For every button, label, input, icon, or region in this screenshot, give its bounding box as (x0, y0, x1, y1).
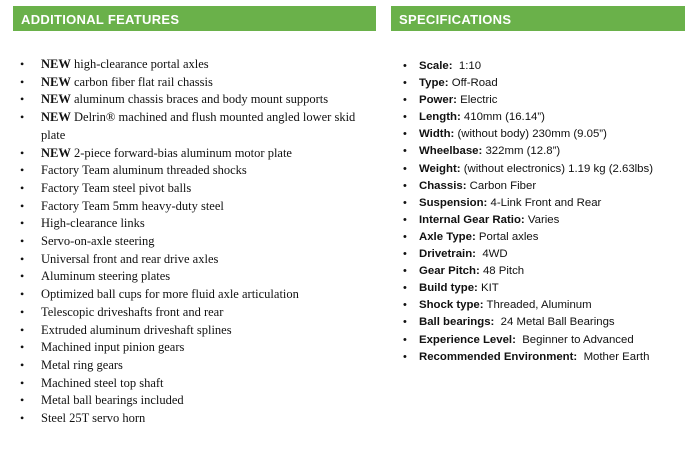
feature-item (13, 145, 376, 163)
feature-item (13, 180, 376, 198)
specifications-header: SPECIFICATIONS (391, 6, 685, 31)
bullet-icon: • (20, 322, 25, 337)
spec-value: 322mm (12.8”) (482, 145, 561, 158)
specifications-panel (391, 0, 685, 366)
bullet-icon: • (20, 375, 25, 390)
feature-item (13, 304, 376, 322)
bullet-icon: • (20, 145, 25, 160)
spec-value: (without electronics) 1.19 kg (2.63lbs) (460, 162, 654, 175)
spec-item (391, 161, 685, 178)
spec-item (391, 349, 685, 366)
feature-new-prefix: NEW (41, 145, 71, 160)
spec-item (391, 332, 685, 349)
bullet-icon: • (403, 350, 407, 363)
spec-label: Weight: (419, 162, 461, 175)
spec-item (391, 297, 685, 314)
features-list (13, 56, 376, 428)
spec-label: Experience Level: (419, 333, 516, 346)
bullet-icon: • (403, 248, 407, 261)
feature-text: High-clearance links (41, 216, 145, 231)
feature-text: Machined steel top shaft (41, 375, 164, 390)
spec-label: Internal Gear Ratio: (419, 213, 525, 226)
bullet-icon: • (20, 251, 25, 266)
spec-value: 1:10 (452, 60, 482, 72)
feature-item (13, 198, 376, 216)
feature-item (13, 357, 376, 375)
bullet-icon: • (20, 340, 25, 355)
feature-text: Factory Team 5mm heavy-duty steel (41, 198, 224, 213)
feature-item (13, 215, 376, 233)
spec-value: Threaded, Aluminum (483, 299, 592, 312)
bullet-icon: • (20, 287, 25, 302)
feature-item (13, 268, 376, 286)
spec-item (391, 314, 685, 331)
feature-text: carbon fiber flat rail chassis (70, 74, 213, 89)
bullet-icon: • (403, 316, 407, 329)
feature-text: Optimized ball cups for more fluid axle articulation (41, 287, 299, 302)
bullet-icon: • (403, 213, 407, 226)
spec-label: Power: (419, 94, 457, 107)
spec-value: (without body) 230mm (9.05”) (454, 128, 607, 141)
spec-value: Electric (456, 94, 498, 107)
feature-new-prefix: NEW (41, 92, 71, 107)
bullet-icon: • (403, 128, 407, 141)
spec-label: Wheelbase: (419, 145, 483, 158)
spec-value: Mother Earth (577, 350, 650, 363)
feature-text: Telescopic driveshafts front and rear (41, 304, 224, 319)
feature-item (13, 375, 376, 393)
spec-label: Shock type: (419, 299, 484, 312)
feature-new-prefix: NEW (41, 74, 71, 89)
spec-label: Gear Pitch: (419, 265, 480, 278)
feature-item (13, 109, 376, 144)
bullet-icon: • (20, 198, 25, 213)
feature-text: Metal ring gears (41, 357, 123, 372)
spec-item (391, 229, 685, 246)
spec-label: Scale: (419, 60, 453, 72)
feature-text: 2-piece forward-bias aluminum motor plate (70, 145, 292, 160)
feature-item (13, 162, 376, 180)
spec-label: Suspension: (419, 196, 488, 209)
spec-label: Width: (419, 128, 455, 141)
spec-label: Build type: (419, 282, 478, 295)
feature-text: Metal ball bearings included (41, 393, 184, 408)
feature-text: high-clearance portal axles (70, 57, 209, 71)
spec-item (391, 195, 685, 212)
feature-new-prefix: NEW (41, 110, 71, 125)
spec-item (391, 178, 685, 195)
spec-label: Type: (419, 77, 449, 90)
feature-text: Machined input pinion gears (41, 340, 185, 355)
bullet-icon: • (403, 230, 407, 243)
additional-features-panel (13, 0, 376, 428)
spec-value: Carbon Fiber (466, 179, 537, 192)
bullet-icon: • (20, 180, 25, 195)
feature-text: Servo-on-axle steering (41, 234, 155, 249)
feature-item (13, 251, 376, 269)
bullet-icon: • (20, 411, 25, 426)
feature-item (13, 410, 376, 428)
feature-text: Universal front and rear drive axles (41, 251, 219, 266)
bullet-icon: • (20, 216, 25, 231)
spec-value: 4-Link Front and Rear (487, 196, 602, 209)
feature-item (13, 392, 376, 410)
feature-text: Steel 25T servo horn (41, 411, 146, 426)
spec-label: Axle Type: (419, 230, 476, 243)
spec-item (391, 280, 685, 297)
bullet-icon: • (403, 265, 407, 278)
feature-text: Delrin® machined and flush mounted angled lower skid plate (41, 110, 359, 142)
feature-item (13, 322, 376, 340)
bullet-icon: • (403, 111, 407, 124)
bullet-icon: • (20, 357, 25, 372)
bullet-icon: • (403, 333, 407, 346)
feature-item (13, 56, 376, 74)
spec-item (391, 263, 685, 280)
spec-value: Varies (524, 213, 560, 226)
feature-item (13, 339, 376, 357)
bullet-icon: • (20, 269, 25, 284)
bullet-icon: • (20, 234, 25, 249)
additional-features-header: ADDITIONAL FEATURES (13, 6, 376, 31)
spec-value: Beginner to Advanced (515, 333, 634, 346)
bullet-icon: • (20, 110, 25, 125)
feature-text: aluminum chassis braces and body mount supports (70, 92, 329, 107)
spec-value: KIT (477, 282, 499, 295)
bullet-icon: • (20, 304, 25, 319)
feature-text: Factory Team aluminum threaded shocks (41, 163, 247, 178)
feature-item (13, 286, 376, 304)
spec-item (391, 212, 685, 229)
spec-label: Recommended Environment: (419, 350, 578, 363)
spec-value: 4WD (475, 248, 508, 261)
spec-value: Off-Road (448, 77, 498, 90)
bullet-icon: • (403, 145, 407, 158)
bullet-icon: • (20, 393, 25, 408)
spec-item (391, 126, 685, 143)
spec-label: Drivetrain: (419, 248, 476, 261)
bullet-icon: • (403, 60, 407, 72)
bullet-icon: • (403, 94, 407, 107)
feature-text: Aluminum steering plates (41, 269, 171, 284)
spec-item (391, 75, 685, 92)
spec-item (391, 143, 685, 160)
bullet-icon: • (403, 179, 407, 192)
bullet-icon: • (403, 299, 407, 312)
specifications-list (391, 58, 685, 366)
spec-value: Portal axles (475, 230, 539, 243)
feature-item (13, 233, 376, 251)
bullet-icon: • (20, 163, 25, 178)
bullet-icon: • (20, 57, 25, 71)
spec-value: 24 Metal Ball Bearings (494, 316, 615, 329)
feature-item (13, 91, 376, 109)
spec-item (391, 92, 685, 109)
spec-value: 410mm (16.14”) (460, 111, 545, 124)
feature-text: Extruded aluminum driveshaft splines (41, 322, 232, 337)
feature-item (13, 74, 376, 92)
bullet-icon: • (20, 74, 25, 89)
spec-label: Length: (419, 111, 461, 124)
spec-item (391, 109, 685, 126)
feature-new-prefix: NEW (41, 57, 71, 71)
bullet-icon: • (403, 196, 407, 209)
bullet-icon: • (20, 92, 25, 107)
spec-item (391, 246, 685, 263)
spec-label: Ball bearings: (419, 316, 495, 329)
bullet-icon: • (403, 77, 407, 90)
feature-text: Factory Team steel pivot balls (41, 180, 192, 195)
spec-value: 48 Pitch (479, 265, 525, 278)
spec-item (391, 58, 685, 75)
spec-label: Chassis: (419, 179, 467, 192)
bullet-icon: • (403, 282, 407, 295)
bullet-icon: • (403, 162, 407, 175)
